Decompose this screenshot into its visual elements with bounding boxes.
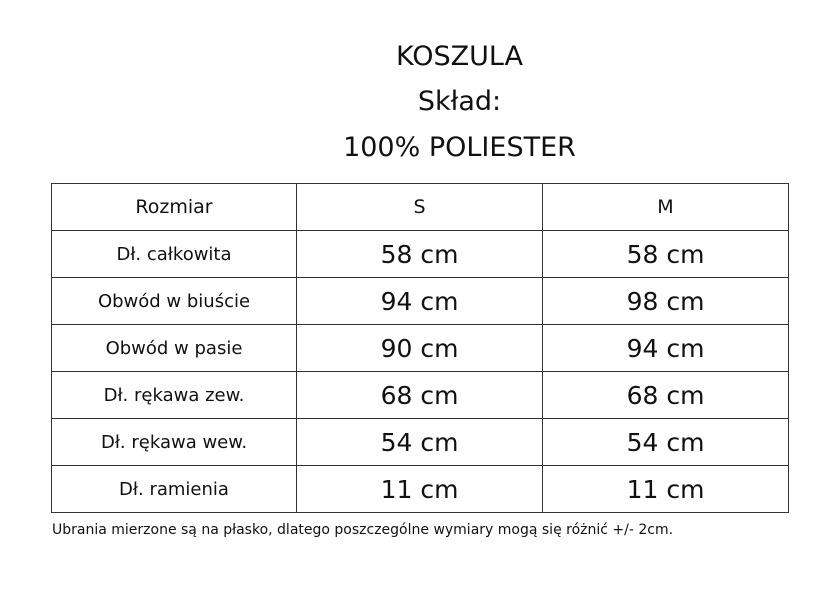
row-label: Dł. rękawa wew.: [52, 419, 297, 466]
value-s: 94 cm: [297, 278, 543, 325]
value-m: 54 cm: [543, 419, 789, 466]
value-m: 58 cm: [543, 231, 789, 278]
product-title: KOSZULA: [395, 41, 523, 72]
table-row: [52, 419, 789, 466]
row-label: Dł. całkowita: [52, 231, 297, 278]
value-s: 54 cm: [297, 419, 543, 466]
column-header-m: M: [543, 184, 789, 231]
value-s: 58 cm: [297, 231, 543, 278]
column-header-size: Rozmiar: [52, 184, 297, 231]
table-header-row: [52, 184, 789, 231]
composition-value: 100% POLIESTER: [343, 132, 576, 163]
measurement-footnote: Ubrania mierzone są na płasko, dlatego poszczególne wymiary mogą się różnić +/- 2cm.: [52, 522, 674, 538]
table-row: [52, 231, 789, 278]
row-label: Dł. ramienia: [52, 466, 297, 513]
table-row: [52, 278, 789, 325]
composition-heading: Skład:: [417, 86, 502, 117]
value-s: 11 cm: [297, 466, 543, 513]
row-label: Obwód w biuście: [52, 278, 297, 325]
row-label: Obwód w pasie: [52, 325, 297, 372]
value-m: 94 cm: [543, 325, 789, 372]
value-s: 90 cm: [297, 325, 543, 372]
table-row: [52, 325, 789, 372]
size-table: [51, 183, 789, 513]
table-row: [52, 466, 789, 513]
value-m: 11 cm: [543, 466, 789, 513]
column-header-s: S: [297, 184, 543, 231]
value-s: 68 cm: [297, 372, 543, 419]
row-label: Dł. rękawa zew.: [52, 372, 297, 419]
table-row: [52, 372, 789, 419]
value-m: 68 cm: [543, 372, 789, 419]
value-m: 98 cm: [543, 278, 789, 325]
